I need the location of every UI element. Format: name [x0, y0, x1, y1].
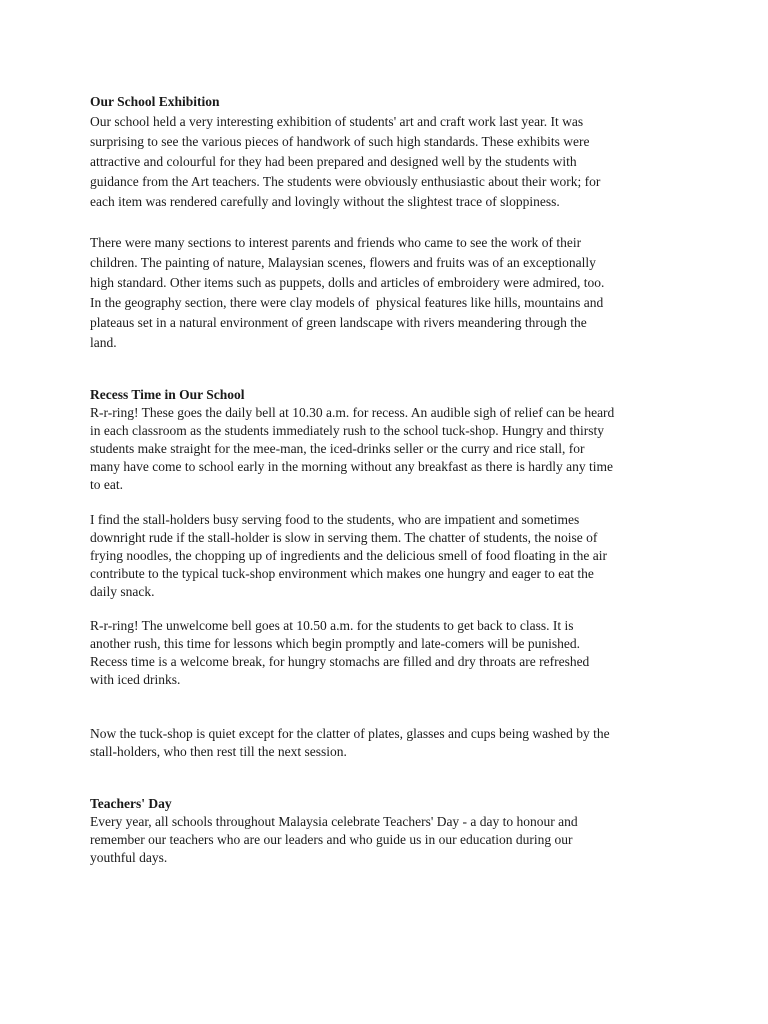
recess-p1-line: in each classroom as the students immediately rush to the school tuck-shop. Hungry and thirsty — [90, 423, 605, 438]
exhibition-p1-line: surprising to see the various pieces of handwork of such high standards. These exhibits were — [90, 134, 590, 149]
recess-p1-line: R-r-ring! These goes the daily bell at 10.30 a.m. for recess. An audible sigh of relief can be heard — [90, 405, 615, 420]
recess-p1-line: students make straight for the mee-man, the iced-drinks seller or the curry and rice stall, for — [90, 441, 585, 456]
recess-p2-line: contribute to the typical tuck-shop environment which makes one hungry and eager to eat the — [90, 566, 594, 581]
exhibition-heading: Our School Exhibition — [90, 94, 220, 109]
exhibition-p1-line: guidance from the Art teachers. The students were obviously enthusiastic about their work; for — [90, 174, 601, 189]
recess-p2-line: daily snack. — [90, 584, 155, 599]
recess-p3-line: with iced drinks. — [90, 672, 181, 687]
recess-p3-line: another rush, this time for lessons which begin promptly and late-comers will be punished. — [90, 636, 581, 651]
exhibition-p2-line: plateaus set in a natural environment of green landscape with rivers meandering through the — [90, 315, 587, 330]
recess-p1-line: to eat. — [90, 477, 123, 492]
teachers-p1-line: youthful days. — [90, 850, 168, 865]
exhibition-p1-line: attractive and colourful for they had been prepared and designed well by the students with — [90, 154, 577, 169]
recess-p2-line: frying noodles, the chopping up of ingredients and the delicious smell of food floating in the air — [90, 548, 608, 563]
teachers-p1-line: remember our teachers who are our leaders and who guide us in our education during our — [90, 832, 573, 847]
recess-paragraph-2 — [90, 511, 690, 601]
exhibition-p2-line: In the geography section, there were clay models of physical features like hills, mountains and — [90, 295, 604, 310]
recess-p4-line: Now the tuck-shop is quiet except for the clatter of plates, glasses and cups being washed by the — [90, 726, 610, 741]
teachers-day-section — [90, 795, 690, 867]
recess-paragraph-3 — [90, 617, 690, 689]
exhibition-p2-line: children. The painting of nature, Malaysian scenes, flowers and fruits was of an exceptionally — [90, 255, 596, 270]
exhibition-p2-line: land. — [90, 335, 117, 350]
recess-p2-line: downright rude if the stall-holder is slow in serving them. The chatter of students, the noise of — [90, 530, 598, 545]
teachers-day-heading: Teachers' Day — [90, 796, 172, 811]
exhibition-p2-line: There were many sections to interest parents and friends who came to see the work of their — [90, 235, 582, 250]
recess-p4-line: stall-holders, who then rest till the next session. — [90, 744, 347, 759]
exhibition-section — [90, 92, 690, 212]
recess-p3-line: R-r-ring! The unwelcome bell goes at 10.50 a.m. for the students to get back to class. It is — [90, 618, 574, 633]
recess-p3-line: Recess time is a welcome break, for hungry stomachs are filled and dry throats are refreshed — [90, 654, 590, 669]
recess-p2-line: I find the stall-holders busy serving food to the students, who are impatient and sometimes — [90, 512, 580, 527]
exhibition-p1-line: each item was rendered carefully and lovingly without the slightest trace of sloppiness. — [90, 194, 560, 209]
recess-section — [90, 386, 690, 494]
exhibition-p1-line: Our school held a very interesting exhibition of students' art and craft work last year. It was — [90, 114, 584, 129]
recess-paragraph-4 — [90, 725, 690, 761]
exhibition-p2-line: high standard. Other items such as puppets, dolls and articles of embroidery were admired, too. — [90, 275, 605, 290]
recess-heading: Recess Time in Our School — [90, 387, 245, 402]
exhibition-paragraph-2 — [90, 233, 690, 353]
recess-p1-line: many have come to school early in the morning without any breakfast as there is hardly any time — [90, 459, 613, 474]
teachers-p1-line: Every year, all schools throughout Malaysia celebrate Teachers' Day - a day to honour and — [90, 814, 578, 829]
